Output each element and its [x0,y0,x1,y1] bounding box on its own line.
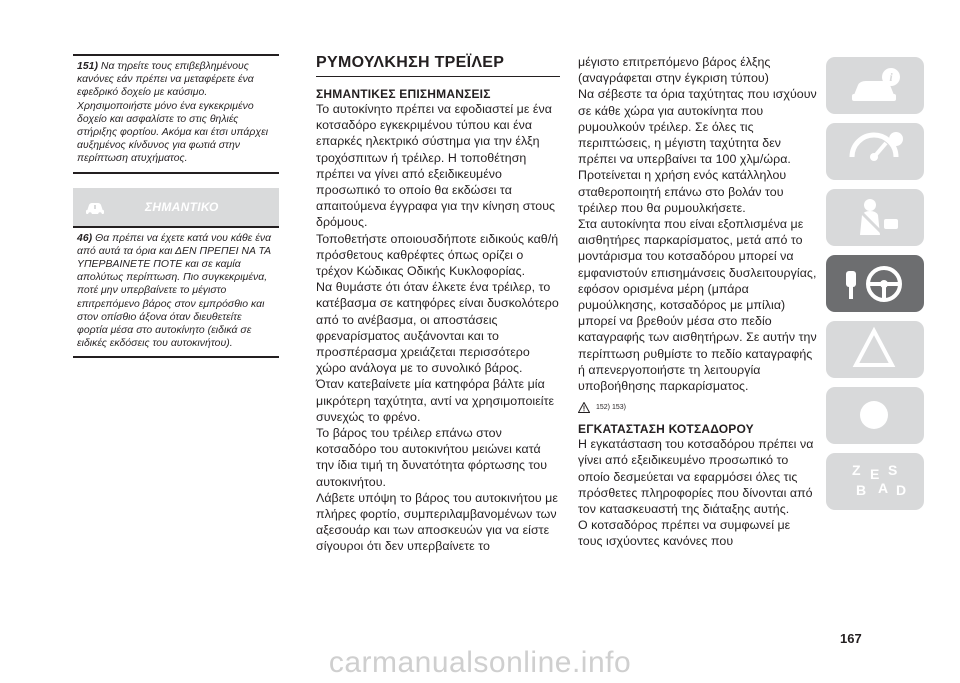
tab-index[interactable] [826,453,924,510]
tab-emergency[interactable] [826,321,924,378]
tab-dashboard[interactable] [826,123,924,180]
paragraph: Προτείνεται η χρήση ενός κατάλληλου σταθεροποιητή επάνω στο βολάν του τρέιλερ που θα ρυμουλκήσετε. [578,168,787,215]
svg-text:i: i [889,70,893,84]
tab-car-info[interactable] [826,57,924,114]
dashboard-gauge-icon [826,123,924,180]
warning-references [578,400,818,414]
note-ref-46: 46) [77,232,93,244]
paragraph: Όταν κατεβαίνετε μία κατηφόρα βάλτε μία μικρότερη ταχύτητα, αντί να χρησιμοποιείτε συνεχώς το φρένο. [316,377,555,424]
note-text-46: Θα πρέπει να έχετε κατά νου κάθε ένα από αυτά τα όρια και ΔΕΝ ΠΡΕΠΕΙ ΝΑ ΤΑ ΥΠΕΡΒΑΙΝΕΤΕ ΠΟΤΕ και σε καμία απολύτως περίπτωση. Πιο συγκεκριμένα, ποτέ μην υπερβαίνετε το μέγιστο επιτρεπόμενο βάρος στον εμπρόσθιο και στον οπίσθιο άξονα όταν διευθετείτε φορτία μέσα στο αυτοκίνητο (ειδικά σε ειδικές εκδόσεις του αυτοκινήτου). [77,232,272,350]
paragraph: Ο κοτσαδόρος πρέπει να συμφωνεί με τους ισχύοντες κανόνες που [578,518,791,549]
warning-refs-text: 152) 153) [596,403,626,411]
svg-text:S: S [888,462,898,478]
svg-text:B: B [856,482,867,498]
paragraph: μέγιστο επιτρεπόμενο βάρος έλξης (αναγράφεται στην έγκριση τύπου) [578,55,771,86]
car-warning-icon [83,195,107,219]
warning-triangle-icon [578,402,590,413]
section-title: ΡΥΜΟΥΛΚΗΣΗ ΤΡΕΪΛΕΡ [316,54,560,77]
watermark: carmanualsonline.info [328,646,632,679]
paragraph: Το βάρος του τρέιλερ επάνω στον κοτσαδόρο του αυτοκινήτου μειώνει κατά την ίδια τιμή τη δυνατότητα φόρτωσης του αυτοκινήτου. [316,426,548,489]
car-info-icon [826,57,924,114]
installation-subtitle: ΕΓΚΑΤΑΣΤΑΣΗ ΚΟΤΣΑΔΟΡΟΥ [578,422,754,437]
important-label: ΣΗΜΑΝΤΙΚΟ [145,199,219,214]
tab-starting-driving[interactable] [826,255,924,312]
paragraph: Να θυμάστε ότι όταν έλκετε ένα τρέιλερ, το κατέβασμα σε κατηφόρες είναι δυσκολότερο από το ανέβασμα, οι αποστάσεις φρεναρίσματος αυξάνονται και το προσπέρασμα χρειάζεται περισσότερο χώρο ανάλογα με το συνολικό βάρος. [316,280,559,376]
right-body-2 [578,436,818,549]
note-ref-151: 151) [77,61,98,72]
paragraph: Στα αυτοκίνητα που είναι εξοπλισμένα με αισθητήρες παρκαρίσματος, μετά από το μοντάρισμα του κοτσαδόρου μπορεί να εμφανιστούν επισημάνσεις δυσλειτουργίας, εφόσον ορισμένα μέρη (μπάρα ρυμούλκησης, κοτσαδόρος με μπίλια) μπορεί να βρεθούν μέσα στο πεδίο καταγραφής των αισθητήρων. Σε αυτήν την περίπτωση ρυθμίστε το πεδίο καταγραφής ή απενεργοποιήστε τη λειτουργία υποβοήθησης παρκαρίσματος. [578,217,817,394]
wrench-car-icon [826,387,924,444]
important-note-46 [73,226,279,359]
tab-maintenance[interactable] [826,387,924,444]
key-steering-wheel-icon [826,255,924,312]
svg-text:D: D [896,482,907,498]
svg-text:A: A [878,480,889,496]
warning-note-151 [73,54,279,174]
paragraph: Λάβετε υπόψη το βάρος του αυτοκινήτου με πλήρες φορτίο, συμπεριλαμβανομένων των αξεσουάρ και των αποσκευών για να είστε σίγουροι ότι δεν υπερβαίνετε το [316,490,558,554]
right-column [578,54,818,550]
section-subtitle: ΣΗΜΑΝΤΙΚΕΣ ΕΠΙΣΗΜΑΝΣΕΙΣ [316,87,491,101]
page-number: 167 [840,631,862,646]
paragraph: Να σέβεστε τα όρια ταχύτητας που ισχύουν σε κάθε χώρα για αυτοκίνητα που ρυμουλκούν τρέιλερ. Σε όλες τις περιπτώσεις, η μέγιστη ταχύτητα δεν πρέπει να υπερβαίνει τα 100 χλμ/ώρα. [578,87,817,167]
note-text-151: Να τηρείτε τους επιβεβλημένους κανόνες εάν πρέπει να μεταφέρετε ένα εφεδρικό δοχείο με καύσιμο. Χρησιμοποιήστε μόνο ένα εγκεκριμένο δοχείο και ασφαλίστε το στις θηλιές στήριξης φορτίου. Ακόμα και έτσι υπάρχει αυξημένος κίνδυνος για φωτιά στην περίπτωση ατυχήματος. [77,61,269,165]
right-body [578,54,818,394]
index-letters-icon [826,453,924,510]
middle-body [316,101,560,555]
middle-column [316,54,560,555]
seatbelt-safety-icon [826,189,924,246]
paragraph: Η εγκατάσταση του κοτσαδόρου πρέπει να γίνει από εξειδικευμένο προσωπικό το οποίο δεσμεύεται να εφαρμόσει όλες τις πρόσθετες πληροφορίες που δίνονται από τον κατασκευαστή της διάταξης αυτής. [578,437,814,517]
paragraph: Τοποθετήστε οποιουσδήποτε ειδικούς καθ/ή πρόσθετους καθρέφτες όπως ορίζει ο τρέχον Κώδικας Οδικής Κυκλοφορίας. [316,231,559,279]
paragraph: Το αυτοκίνητο πρέπει να εφοδιαστεί με ένα κοτσαδόρο εγκεκριμένου τύπου και ένα επαρκές ηλεκτρικό σύστημα για την έλξη τροχόσπιτων ή τρέιλερ. Η τοποθέτηση πρέπει να γίνει από εξειδικευμένο προσωπικό το οποίο θα εκδώσει τα απαιτούμενα έγγραφα για την κίνηση στους δρόμους. [316,102,556,230]
warning-triangle-car-icon [826,321,924,378]
tab-safety[interactable] [826,189,924,246]
svg-text:Z: Z [852,462,861,478]
important-header [73,188,279,226]
svg-text:E: E [870,466,880,482]
chapter-tabs [826,57,924,519]
left-column [73,54,279,358]
